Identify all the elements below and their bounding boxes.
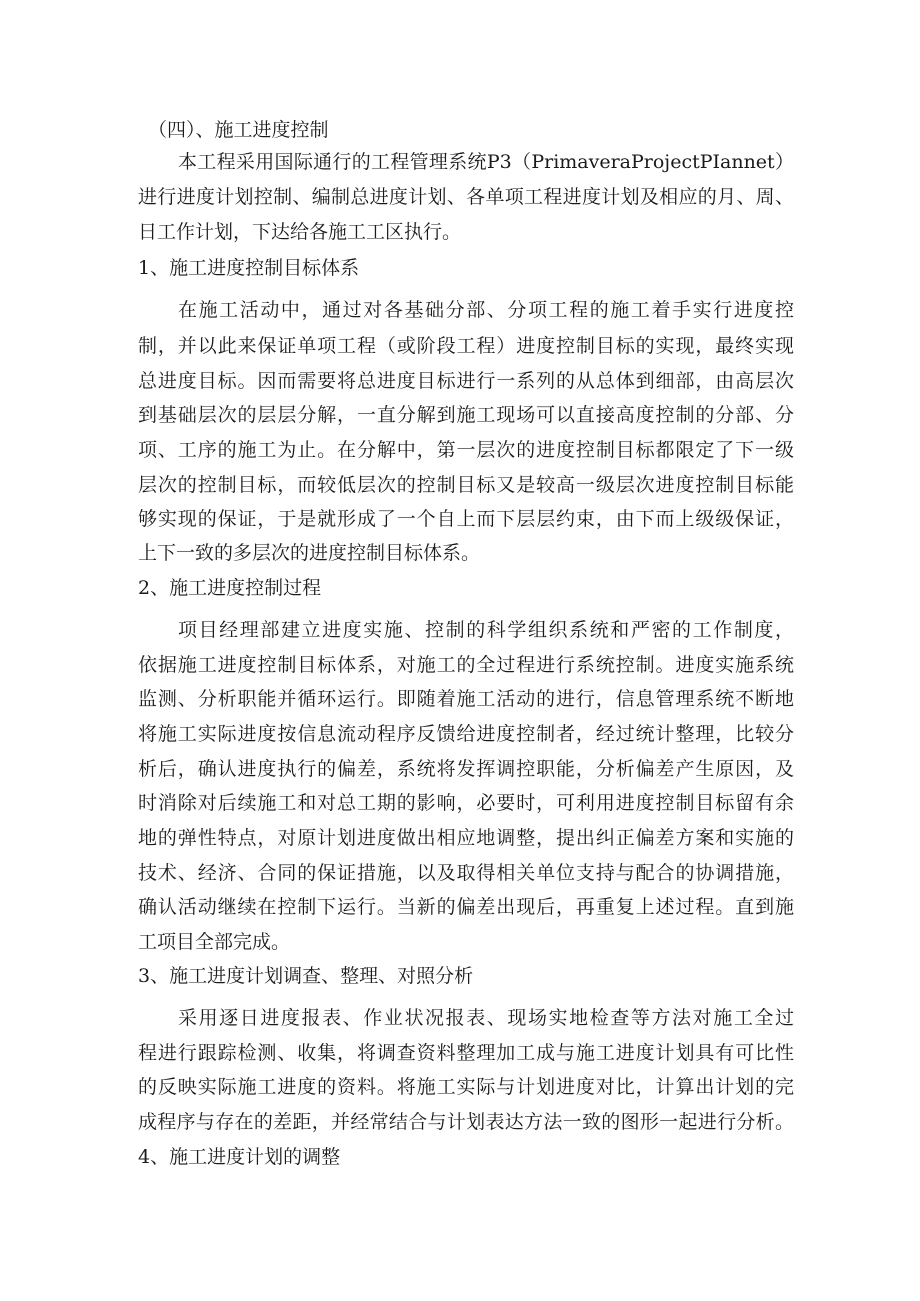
paragraph-line: 析后，确认进度执行的偏差，系统将发挥调控职能，分析偏差产生原因，及 xyxy=(138,758,794,780)
section-4-heading: 4、施工进度计划的调整 xyxy=(138,1146,341,1168)
paragraph-line: 的反映实际施工进度的资料。将施工实际与计划进度对比，计算出计划的完 xyxy=(138,1076,794,1098)
paragraph-line: 监测、分析职能并循环运行。即随着施工活动的进行，信息管理系统不断地 xyxy=(138,688,794,710)
paragraph-line: 依据施工进度控制目标体系，对施工的全过程进行系统控制。进度实施系统 xyxy=(138,654,794,676)
intro-line: 日工作计划，下达给各施工工区执行。 xyxy=(138,221,462,243)
section-heading: （四）、施工进度控制 xyxy=(148,119,329,141)
paragraph-line: 工项目全部完成。 xyxy=(138,931,291,953)
paragraph-line: 够实现的保证，于是就形成了一个自上而下层层约束，由下而上级级保证， xyxy=(138,508,794,530)
paragraph-line: 层次的控制目标，而较低层次的控制目标又是较高一级层次进度控制目标能 xyxy=(138,474,794,496)
paragraph-line: 项目经理部建立进度实施、控制的科学组织系统和严密的工作制度， xyxy=(178,619,794,641)
paragraph-line: 地的弹性特点，对原计划进度做出相应地调整，提出纠正偏差方案和实施的 xyxy=(138,827,794,849)
intro-line: 进行进度计划控制、编制总进度计划、各单项工程进度计划及相应的月、周、 xyxy=(138,186,794,208)
paragraph-line: 成程序与存在的差距，并经常结合与计划表达方法一致的图形一起进行分析。 xyxy=(138,1111,794,1133)
paragraph-line: 上下一致的多层次的进度控制目标体系。 xyxy=(138,542,481,564)
paragraph-line: 到基础层次的层层分解，一直分解到施工现场可以直接高度控制的分部、分 xyxy=(138,404,794,426)
paragraph-line: 项、工序的施工为止。在分解中，第一层次的进度控制目标都限定了下一级 xyxy=(138,439,794,461)
paragraph-line: 制，并以此来保证单项工程（或阶段工程）进度控制目标的实现，最终实现 xyxy=(138,335,794,357)
paragraph-line: 技术、经济、合同的保证措施，以及取得相关单位支持与配合的协调措施， xyxy=(138,862,794,884)
section-1-heading: 1、施工进度控制目标体系 xyxy=(138,257,360,279)
intro-line: 本工程采用国际通行的工程管理系统P3（PrimaveraProjectPIannet） xyxy=(178,151,794,173)
paragraph-line: 总进度目标。因而需要将总进度目标进行一系列的从总体到细部，由高层次 xyxy=(138,370,794,392)
paragraph-line: 将施工实际进度按信息流动程序反馈给进度控制者，经过统计整理，比较分 xyxy=(138,723,794,745)
paragraph-line: 程进行跟踪检测、收集，将调查资料整理加工成与施工进度计划具有可比性 xyxy=(138,1042,794,1064)
paragraph-line: 确认活动继续在控制下运行。当新的偏差出现后，再重复上述过程。直到施 xyxy=(138,896,794,918)
section-2-heading: 2、施工进度控制过程 xyxy=(138,577,322,599)
section-3-heading: 3、施工进度计划调查、整理、对照分析 xyxy=(138,965,474,987)
paragraph-line: 采用逐日进度报表、作业状况报表、现场实地检查等方法对施工全过 xyxy=(178,1007,794,1029)
paragraph-line: 在施工活动中，通过对各基础分部、分项工程的施工着手实行进度控 xyxy=(178,299,794,321)
paragraph-line: 时消除对后续施工和对总工期的影响，必要时，可利用进度控制目标留有余 xyxy=(138,792,794,814)
